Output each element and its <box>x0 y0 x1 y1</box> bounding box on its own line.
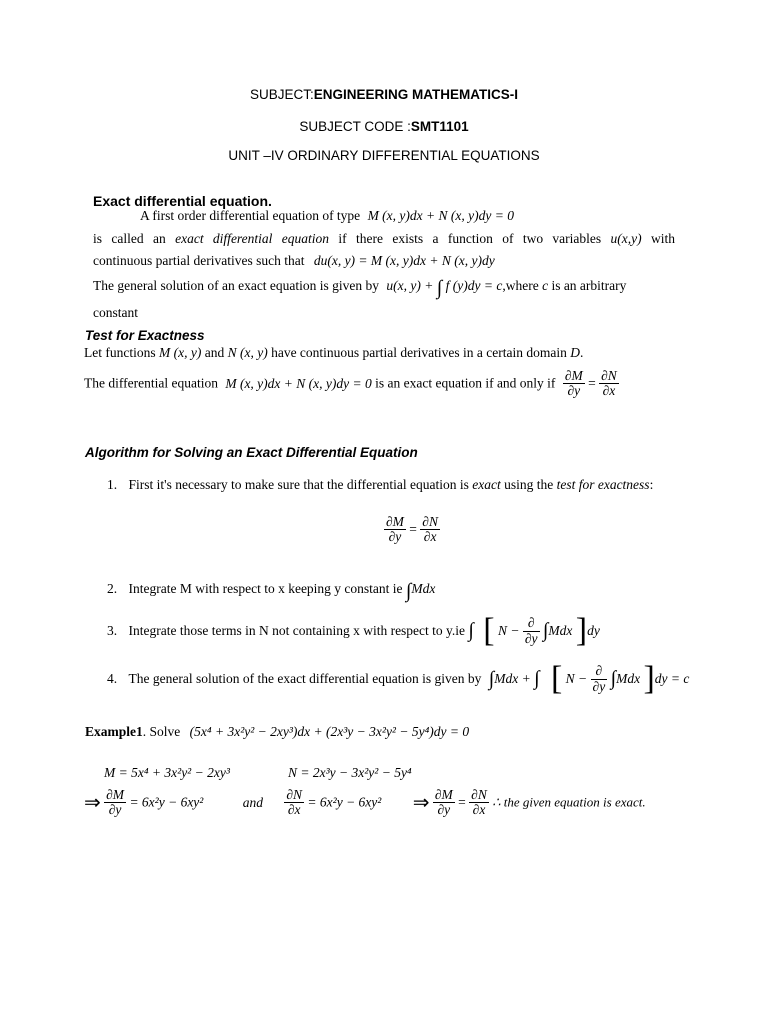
exact-line-3: continuous partial derivatives such that du(x, y) = M (x, y)dx + N (x, y)dy <box>93 253 495 268</box>
example-label: Example1 <box>85 724 143 739</box>
code-value: SMT1101 <box>410 119 469 134</box>
exact-line-1: A first order differential equation of type M (x, y)dx + N (x, y)dy = 0 <box>140 208 514 223</box>
exact-line-2: is called an exact differential equation if there exists a function of two variables u(x,y) with <box>93 231 676 246</box>
code-prefix: SUBJECT CODE : <box>299 119 411 134</box>
step-4: 4. The general solution of the exact differential equation is given by ∫Mdx + ∫ [ N − $\frac{\partial}{\partial y}$ ∫Mdx ]dy = c <box>107 660 690 697</box>
exact-eq-1: M (x, y)dx + N (x, y)dy = 0 <box>367 208 514 223</box>
step-3: 3. Integrate those terms in N not containing x with respect to y.ie ∫ [ N − $\frac{\partial}{\partial y}$ ∫Mdx ]dy <box>107 612 600 649</box>
test-line-2: The differential equation M (x, y)dx + N (x, y)dy = 0 is an exact equation if and only if $\frac{\partial M}{\partial y}$ = $\frac{\partial N}{\partial x}$ <box>84 368 617 399</box>
step-2: 2. Integrate M with respect to x keeping y constant ie ∫Mdx <box>107 580 436 602</box>
dN-dx-fraction: $\frac{\partial N}{\partial x}$ <box>601 368 617 399</box>
dM-dy-fraction: $\frac{\partial M}{\partial y}$ <box>564 368 583 399</box>
example-equation: (5x⁴ + 3x²y² − 2xy³)dx + (2x³y − 3x²y² − 5y⁴)dy = 0 <box>189 724 470 739</box>
subject-code-line <box>0 119 768 134</box>
subject-prefix: SUBJECT: <box>249 87 314 102</box>
exact-heading: Exact differential equation. <box>93 193 272 209</box>
M-definition: M = 5x⁴ + 3x²y² − 2xy³ <box>104 765 230 780</box>
step-1: 1. First it's necessary to make sure that the differential equation is exact using the test for exactness: <box>107 477 654 492</box>
unit-title: UNIT –IV ORDINARY DIFFERENTIAL EQUATIONS <box>228 148 540 163</box>
test-line-1: Let functions M (x, y) and N (x, y) have continuous partial derivatives in a certain domain D. <box>84 345 584 360</box>
test-heading: Test for Exactness <box>85 328 205 343</box>
algorithm-heading: Algorithm for Solving an Exact Differential Equation <box>85 445 418 460</box>
exact-eq-2: du(x, y) = M (x, y)dx + N (x, y)dy <box>313 253 495 268</box>
exact-line-5: constant <box>93 305 138 320</box>
subject-name: ENGINEERING MATHEMATICS-I <box>313 87 518 102</box>
subject-line <box>0 87 768 102</box>
integral-sign: ∫ <box>436 277 443 299</box>
exact-line-4: The general solution of an exact equation is given by u(x, y) + ∫ f (y)dy = c,where c is an arbitrary <box>93 277 627 299</box>
example-line: Example1. Solve (5x⁴ + 3x²y² − 2xy³)dx + (2x³y − 3x²y² − 5y⁴)dy = 0 <box>85 724 470 739</box>
step-1-formula: $\frac{\partial M}{\partial y}$ = $\frac{\partial N}{\partial x}$ <box>386 514 438 545</box>
example-derivatives: ⇒ $\frac{\partial M}{\partial y}$ = 6x²y − 6xy² and $\frac{\partial N}{\partial x}$ = 6x²y − 6xy² ⇒ $\frac{\partial M}{\partial y}$ = $\frac{\partial N}{\partial x}$ ∴ the given equation is exact. <box>84 787 646 818</box>
N-definition: N = 2x³y − 3x²y² − 5y⁴ <box>288 765 412 780</box>
